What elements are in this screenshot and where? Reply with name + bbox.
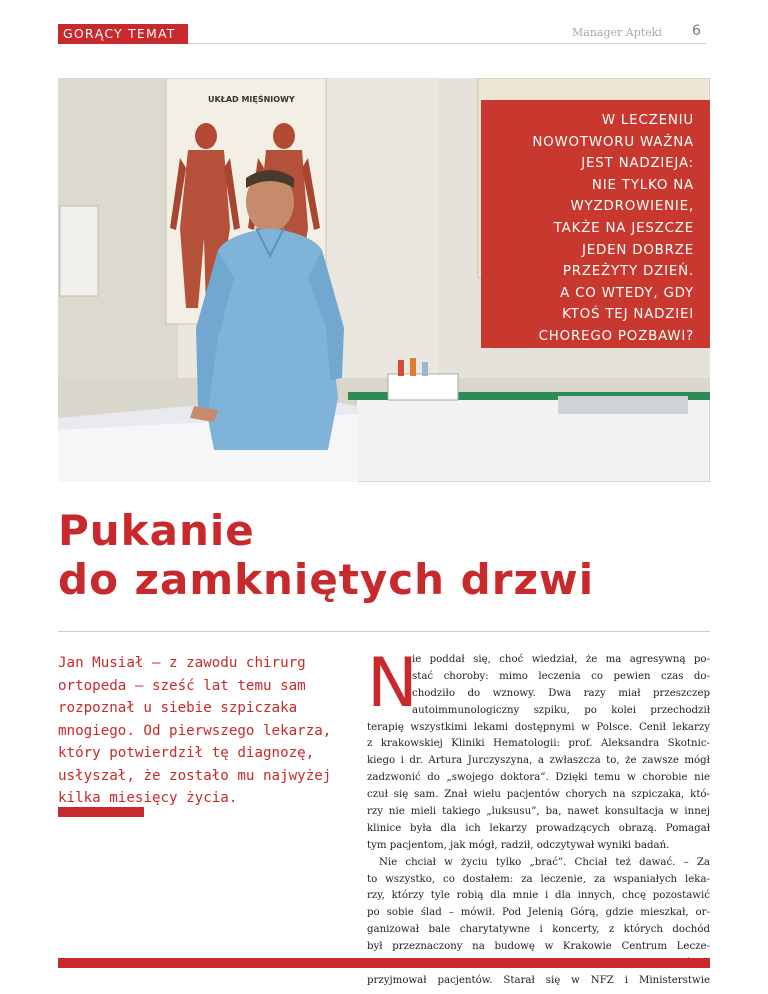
pull-quote-line: KTOŚ TEJ NADZIEI — [562, 307, 694, 323]
body-line: po sobie ślad – mówił. Pod Jelenią Górą, gdzie mieszkał, or- — [367, 907, 710, 919]
body-line: chodziło do wznowy. Dwa razy miał przeszczep — [412, 687, 710, 699]
pull-quote-line: NIE TYLKO NA — [591, 177, 694, 193]
body-line: to wszystko, co dostałem: za leczenie, za wspaniałych leka- — [367, 873, 710, 885]
article-headline — [58, 506, 594, 604]
headline-rule — [58, 631, 710, 632]
body-line: terapię wszystkimi lekami dostępnymi w Polsce. Cenił lekarzy — [367, 721, 710, 733]
lead-line: mnogiego. Od pierwszego lekarza, — [58, 722, 332, 739]
pull-quote-line: JEST NADZIEJA: — [581, 156, 694, 172]
publication-name: Manager Apteki — [572, 26, 662, 39]
body-line: zadzwonić do „swojego doktora”. Dzięki temu w chorobie nie — [367, 772, 710, 784]
body-line: rzy nie mieli takiego „luksusu”, ba, nawet konsultacja w innej — [367, 806, 710, 818]
body-line: klinice była dla ich lekarzy prowadzących obrazą. Pomagał — [367, 822, 710, 834]
body-line: był przeznaczony na budowę w Krakowie Centrum Lecze- — [367, 941, 710, 953]
drop-cap: N — [367, 644, 418, 723]
header-rule — [188, 43, 706, 44]
lead-line: który potwierdził tę diagnozę, — [58, 745, 315, 761]
pull-quote-line: PRZEŻYTY DZIEŃ. — [562, 264, 694, 280]
pull-quote-line: CHOREGO POZBAWI? — [538, 328, 694, 344]
pull-quote-line: JEDEN DOBRZE — [581, 242, 694, 258]
body-line: kiego i dr. Artura Jurczyszyna, a zwłaszcza to, że zawsze mógł — [367, 755, 710, 767]
lead-line: Jan Musiał – z zawodu chirurg — [58, 655, 306, 671]
lead-line: rozpoznał u siebie szpiczaka — [58, 700, 298, 716]
pull-quote-line: WYZDROWIENIE, — [570, 199, 694, 215]
pull-quote-line: W LECZENIU — [601, 113, 694, 128]
headline-line-1: Pukanie — [58, 506, 255, 555]
body-line: autoimmunologiczny szpiku, po kolei przechodził — [412, 704, 710, 716]
lead-line: ortopeda – sześć lat temu sam — [58, 677, 306, 694]
pull-quote-line: TAKŻE NA JESZCZE — [553, 220, 694, 236]
lead-line: usłyszał, że zostało mu najwyżej — [58, 767, 332, 784]
poster-title: UKŁAD MIĘŚNIOWY — [208, 95, 295, 104]
pull-quote-line: A CO WTEDY, GDY — [560, 285, 694, 301]
body-line: z krakowskiej Kliniki Hematologii: prof. Aleksandra Skotnic- — [367, 738, 710, 750]
article-lead — [58, 652, 332, 810]
lead-line: kilka miesięcy życia. — [58, 790, 238, 806]
body-line: ie poddał się, choć wiedział, że ma agresywną po- — [412, 654, 710, 665]
article-body — [367, 652, 710, 990]
section-tag: GORĄCY TEMAT — [58, 24, 188, 44]
body-line: czuł się sam. Znał wielu pacjentów chorych na szpiczaka, któ- — [367, 789, 710, 801]
footer-accent-bar — [58, 958, 710, 968]
body-line: przyjmował pacjentów. Starał się w NFZ i Ministerstwie — [367, 974, 710, 986]
body-line: stać choroby: mimo leczenia co pewien czas do- — [412, 670, 710, 682]
body-line: Nie chciał w życiu tylko „brać”. Chciał też dawać. – Za — [379, 856, 710, 868]
body-line: rzy, którzy tyle robią dla mnie i dla innych, chcę pozostawić — [367, 890, 710, 902]
headline-line-2: do zamkniętych drzwi — [58, 555, 595, 604]
page-number: 6 — [692, 23, 701, 39]
body-line: tym pacjentom, jak mógł, radził, odczytywał wyniki badań. — [367, 839, 670, 851]
lead-accent-bar — [58, 807, 144, 817]
pull-quote-line: NOWOTWORU WAŻNA — [532, 134, 694, 150]
pull-quote-box — [481, 100, 710, 348]
body-line: ganizował bale charytatywne i koncerty, z których dochód — [367, 924, 710, 936]
